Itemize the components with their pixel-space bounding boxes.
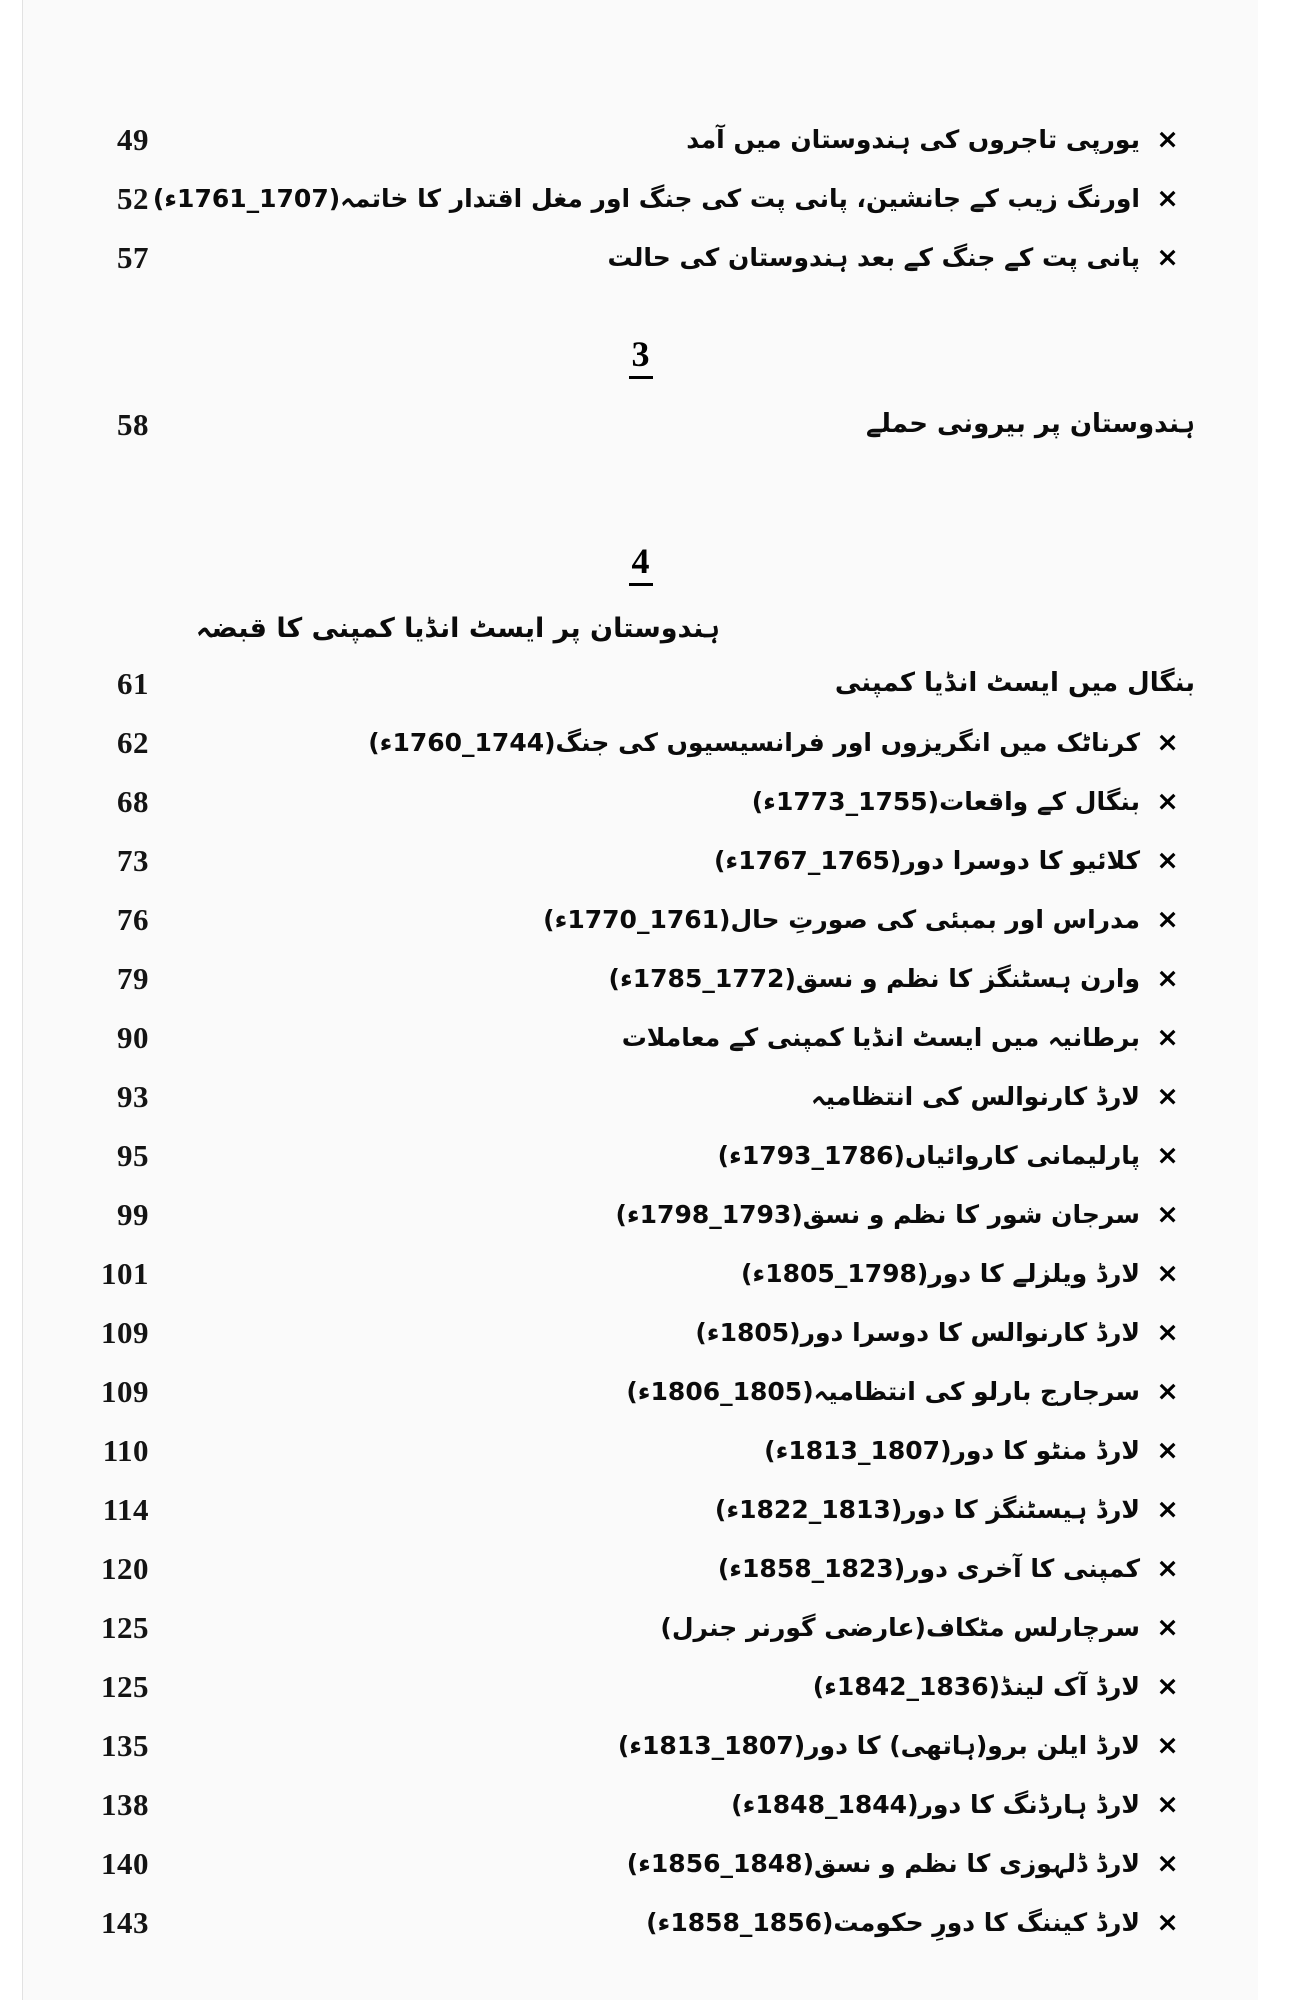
entry-title: بنگال میں ایسٹ انڈیا کمپنی — [834, 667, 1195, 698]
bullet-x-icon: × — [1156, 1435, 1179, 1466]
bullet-x-icon: × — [1156, 1907, 1179, 1938]
bullet-x-icon: × — [1156, 1081, 1179, 1112]
bullet-x-icon: × — [1156, 1553, 1179, 1584]
toc-entry-row — [23, 831, 1258, 890]
section-number-block — [23, 542, 1258, 602]
entry-page-number: 114 — [102, 1491, 149, 1527]
entry-title: وارن ہسٹنگز کا نظم و نسق(1772_1785ء) — [608, 963, 1140, 993]
bullet-x-icon: × — [1156, 727, 1179, 758]
entry-page-number: 73 — [117, 842, 149, 878]
entry-page-number: 140 — [101, 1845, 149, 1881]
entry-page-number: 143 — [101, 1904, 149, 1940]
entry-page-number: 125 — [101, 1668, 149, 1704]
toc-entry-row — [23, 1126, 1258, 1185]
entry-title: لارڈ آک لینڈ(1836_1842ء) — [812, 1671, 1140, 1701]
toc-list — [23, 0, 1258, 1952]
entry-page-number: 109 — [101, 1373, 149, 1409]
bullet-x-icon: × — [1156, 1730, 1179, 1761]
entry-page-number: 61 — [117, 665, 149, 701]
entry-title: لارڈ کیننگ کا دورِ حکومت(1856_1858ء) — [646, 1907, 1140, 1937]
entry-title: کرناٹک میں انگریزوں اور فرانسیسیوں کی جنگ(1744_1760ء) — [368, 727, 1140, 757]
toc-entry-row — [23, 1657, 1258, 1716]
section-number: 3 — [629, 335, 653, 379]
toc-entry-row — [23, 1362, 1258, 1421]
entry-page-number: 90 — [117, 1019, 149, 1055]
entry-page-number: 68 — [117, 783, 149, 819]
entry-page-number: 57 — [117, 239, 149, 275]
toc-entry-row — [23, 1775, 1258, 1834]
book-page — [22, 0, 1258, 2000]
toc-entry-row — [23, 1834, 1258, 1893]
entry-page-number: 62 — [117, 724, 149, 760]
toc-entry-row — [23, 1716, 1258, 1775]
toc-entry-row — [23, 1893, 1258, 1952]
entry-title: لارڈ ہارڈنگ کا دور(1844_1848ء) — [731, 1789, 1140, 1819]
toc-entry-row — [23, 1480, 1258, 1539]
toc-entry-row — [23, 1244, 1258, 1303]
toc-entry-row — [23, 1421, 1258, 1480]
entry-title: بنگال کے واقعات(1755_1773ء) — [751, 786, 1140, 816]
bullet-x-icon: × — [1156, 183, 1179, 214]
bullet-x-icon: × — [1156, 1317, 1179, 1348]
entry-title: سرچارلس مٹکاف(عارضی گورنر جنرل) — [660, 1612, 1140, 1642]
entry-page-number: 76 — [117, 901, 149, 937]
entry-title: لارڈ کارنوالس کی انتظامیہ — [811, 1081, 1140, 1111]
entry-page-number: 52 — [117, 180, 149, 216]
toc-entry-row — [23, 169, 1258, 228]
entry-title: لارڈ ڈلہوزی کا نظم و نسق(1848_1856ء) — [626, 1848, 1140, 1878]
toc-entry-row — [23, 228, 1258, 287]
bullet-x-icon: × — [1156, 1258, 1179, 1289]
entry-page-number: 138 — [101, 1786, 149, 1822]
bullet-x-icon: × — [1156, 963, 1179, 994]
toc-entry-row — [23, 110, 1258, 169]
bullet-x-icon: × — [1156, 242, 1179, 273]
bullet-x-icon: × — [1156, 1140, 1179, 1171]
bullet-x-icon: × — [1156, 1848, 1179, 1879]
entry-title: کلائیو کا دوسرا دور(1765_1767ء) — [714, 845, 1140, 875]
toc-entry-row — [23, 890, 1258, 949]
toc-entry-row — [23, 1303, 1258, 1362]
entry-page-number: 79 — [117, 960, 149, 996]
bullet-x-icon: × — [1156, 1199, 1179, 1230]
toc-entry-row — [23, 1067, 1258, 1126]
section-number-block — [23, 335, 1258, 395]
entry-page-number: 58 — [117, 406, 149, 442]
toc-entry-row — [23, 1539, 1258, 1598]
entry-page-number: 125 — [101, 1609, 149, 1645]
bullet-x-icon: × — [1156, 1789, 1179, 1820]
section-subtitle-block — [23, 602, 1258, 654]
entry-page-number: 93 — [117, 1078, 149, 1114]
entry-page-number: 135 — [101, 1727, 149, 1763]
entry-title: لارڈ ہیسٹنگز کا دور(1813_1822ء) — [714, 1494, 1140, 1524]
section-subtitle: ہندوستان پر ایسٹ انڈیا کمپنی کا قبضہ — [195, 612, 720, 644]
toc-entry-row — [23, 654, 1258, 713]
entry-page-number: 120 — [101, 1550, 149, 1586]
toc-entry-row — [23, 1185, 1258, 1244]
bullet-x-icon: × — [1156, 786, 1179, 817]
toc-entry-row — [23, 772, 1258, 831]
bullet-x-icon: × — [1156, 1671, 1179, 1702]
toc-entry-row — [23, 1598, 1258, 1657]
entry-page-number: 49 — [117, 121, 149, 157]
entry-page-number: 109 — [101, 1314, 149, 1350]
entry-title: پانی پت کے جنگ کے بعد ہندوستان کی حالت — [607, 242, 1140, 272]
entry-page-number: 95 — [117, 1137, 149, 1173]
bullet-x-icon: × — [1156, 845, 1179, 876]
entry-title: یورپی تاجروں کی ہندوستان میں آمد — [686, 124, 1140, 154]
entry-title: لارڈ ایلن برو(ہاتھی) کا دور(1807_1813ء) — [617, 1730, 1140, 1760]
entry-title: لارڈ منٹو کا دور(1807_1813ء) — [764, 1435, 1140, 1465]
bullet-x-icon: × — [1156, 1022, 1179, 1053]
entry-title: اورنگ زیب کے جانشین، پانی پت کی جنگ اور مغل اقتدار کا خاتمہ(1707_1761ء) — [152, 183, 1140, 213]
toc-entry-row — [23, 713, 1258, 772]
entry-page-number: 99 — [117, 1196, 149, 1232]
entry-title: ہندوستان پر بیرونی حملے — [865, 408, 1195, 439]
section-number: 4 — [629, 542, 653, 586]
entry-title: کمپنی کا آخری دور(1823_1858ء) — [717, 1553, 1140, 1583]
entry-title: سرجان شور کا نظم و نسق(1793_1798ء) — [615, 1199, 1140, 1229]
bullet-x-icon: × — [1156, 124, 1179, 155]
entry-title: مدراس اور بمبئی کی صورتِ حال(1761_1770ء) — [543, 904, 1140, 934]
entry-title: پارلیمانی کاروائیاں(1786_1793ء) — [717, 1140, 1140, 1170]
toc-entry-row — [23, 949, 1258, 1008]
toc-entry-row — [23, 1008, 1258, 1067]
entry-title: لارڈ کارنوالس کا دوسرا دور(1805ء) — [695, 1317, 1140, 1347]
bullet-x-icon: × — [1156, 1612, 1179, 1643]
entry-page-number: 110 — [102, 1432, 149, 1468]
entry-page-number: 101 — [101, 1255, 149, 1291]
bullet-x-icon: × — [1156, 1376, 1179, 1407]
entry-title: برطانیہ میں ایسٹ انڈیا کمپنی کے معاملات — [621, 1022, 1140, 1052]
toc-entry-row — [23, 395, 1258, 454]
bullet-x-icon: × — [1156, 904, 1179, 935]
entry-title: سرجارج بارلو کی انتظامیہ(1805_1806ء) — [626, 1376, 1140, 1406]
entry-title: لارڈ ویلزلے کا دور(1798_1805ء) — [741, 1258, 1140, 1288]
bullet-x-icon: × — [1156, 1494, 1179, 1525]
